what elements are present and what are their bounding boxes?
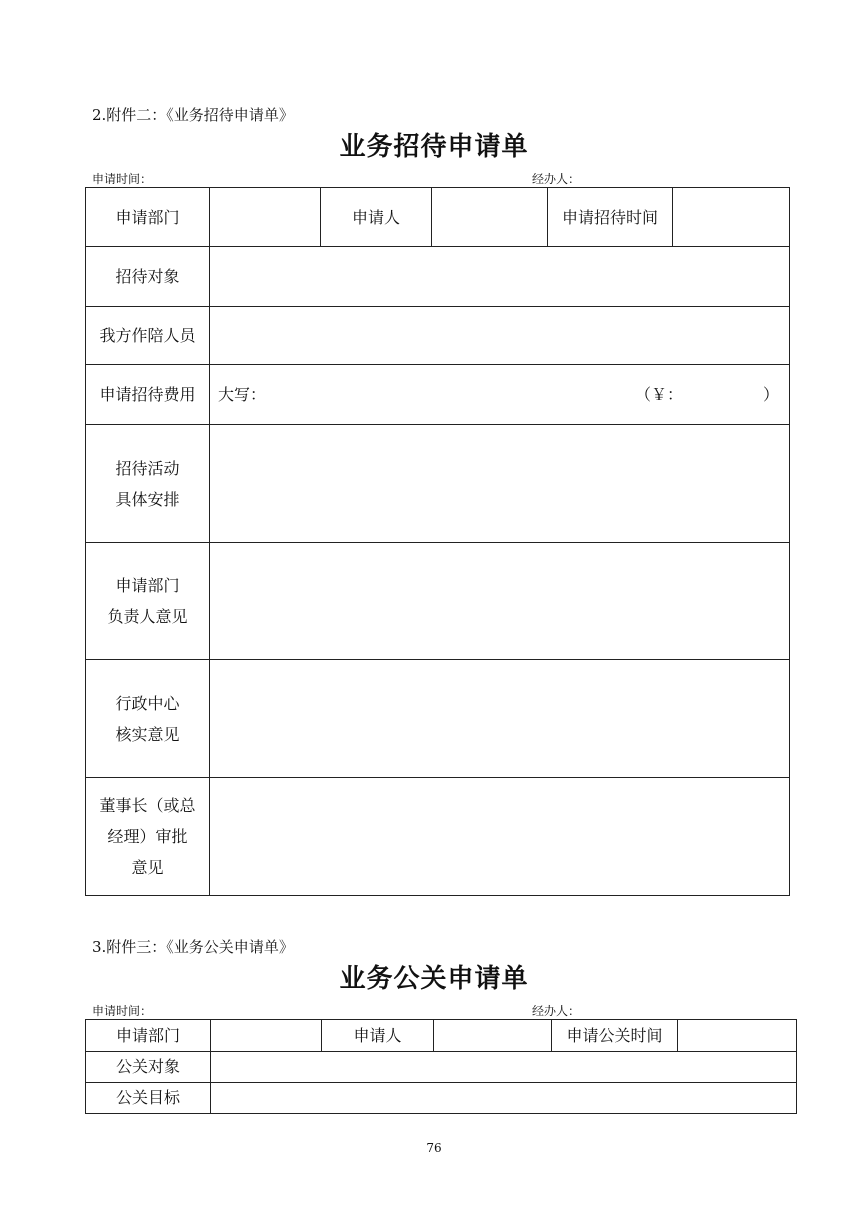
pr-target-label-cell [86,1052,211,1083]
applicant-label-cell [321,188,432,247]
reception-time-label: 申请招待时间 [561,207,658,227]
chairman-opinion-label-cell [86,778,210,896]
admin-opinion-label-cell [86,660,210,778]
guests-input-cell[interactable] [210,247,790,307]
arrangement-label-cell [86,425,210,543]
chairman-opinion-label-line2: 经理）审批 [107,827,188,846]
fee-yuan-open: （￥： [634,385,683,404]
fee-label: 申请招待费用 [99,385,196,404]
pr-dept-label: 申请部门 [115,1025,180,1045]
companions-label-cell [86,307,210,365]
chairman-opinion-input-cell[interactable] [210,778,790,896]
pr-target-input-cell[interactable] [211,1052,797,1083]
dept-opinion-input-cell[interactable] [210,543,790,660]
applicant-input-cell[interactable] [432,188,548,247]
pr-goal-input-cell[interactable] [211,1083,797,1114]
fee-capital-label: 大写： [218,385,267,404]
pr-applicant-label: 申请人 [353,1025,402,1045]
arrangement-label-line2: 具体安排 [115,489,180,509]
pr-time-input-cell[interactable] [678,1020,797,1052]
pr-handler-label: 经办人： [532,1004,581,1018]
page-number: 76 [426,1141,442,1155]
arrangement-label-line1: 招待活动 [115,458,180,478]
companions-label: 我方作陪人员 [99,326,196,345]
reception-form-table [85,187,790,896]
dept-input-cell[interactable] [210,188,321,247]
dept-label: 申请部门 [115,207,180,227]
applicant-label: 申请人 [351,207,400,227]
admin-opinion-input-cell[interactable] [210,660,790,778]
dept-label-cell [86,188,210,247]
pr-dept-input-cell[interactable] [211,1020,322,1052]
pr-target-label: 公关对象 [115,1057,180,1076]
pr-time-label: 申请公关时间 [566,1025,663,1045]
pr-apply-time-label: 申请时间： [92,1004,153,1018]
reception-time-label-cell [548,188,673,247]
dept-opinion-label-line2: 负责人意见 [107,607,188,626]
form-title-pr: 业务公关申请单 [339,964,529,994]
reception-time-input-cell[interactable] [673,188,790,247]
pr-goal-label: 公关目标 [115,1088,180,1107]
section-label-attachment2: 2.附件二：《业务招待申请单》 [92,106,294,124]
fee-input-cell[interactable] [210,365,790,425]
guests-label: 招待对象 [115,267,180,286]
form-title-reception: 业务招待申请单 [339,132,529,162]
pr-dept-label-cell [86,1020,211,1052]
pr-applicant-label-cell [322,1020,434,1052]
arrangement-input-cell[interactable] [210,425,790,543]
section-label-attachment3: 3.附件三：《业务公关申请单》 [92,938,294,956]
apply-time-label: 申请时间： [92,172,153,186]
chairman-opinion-label-line3: 意见 [131,858,164,877]
admin-opinion-label-line2: 核实意见 [115,724,180,744]
dept-opinion-label-cell [86,543,210,660]
companions-input-cell[interactable] [210,307,790,365]
pr-form-table [85,1019,797,1114]
guests-label-cell [86,247,210,307]
pr-time-label-cell [552,1020,678,1052]
handler-label: 经办人： [532,172,581,186]
pr-goal-label-cell [86,1083,211,1114]
fee-yuan-close: ） [762,385,779,404]
fee-yuan-blank[interactable] [683,379,763,410]
admin-opinion-label-line1: 行政中心 [115,693,180,713]
pr-applicant-input-cell[interactable] [434,1020,552,1052]
fee-label-cell [86,365,210,425]
dept-opinion-label-line1: 申请部门 [115,576,180,595]
chairman-opinion-label-line1: 董事长（或总 [99,796,196,815]
